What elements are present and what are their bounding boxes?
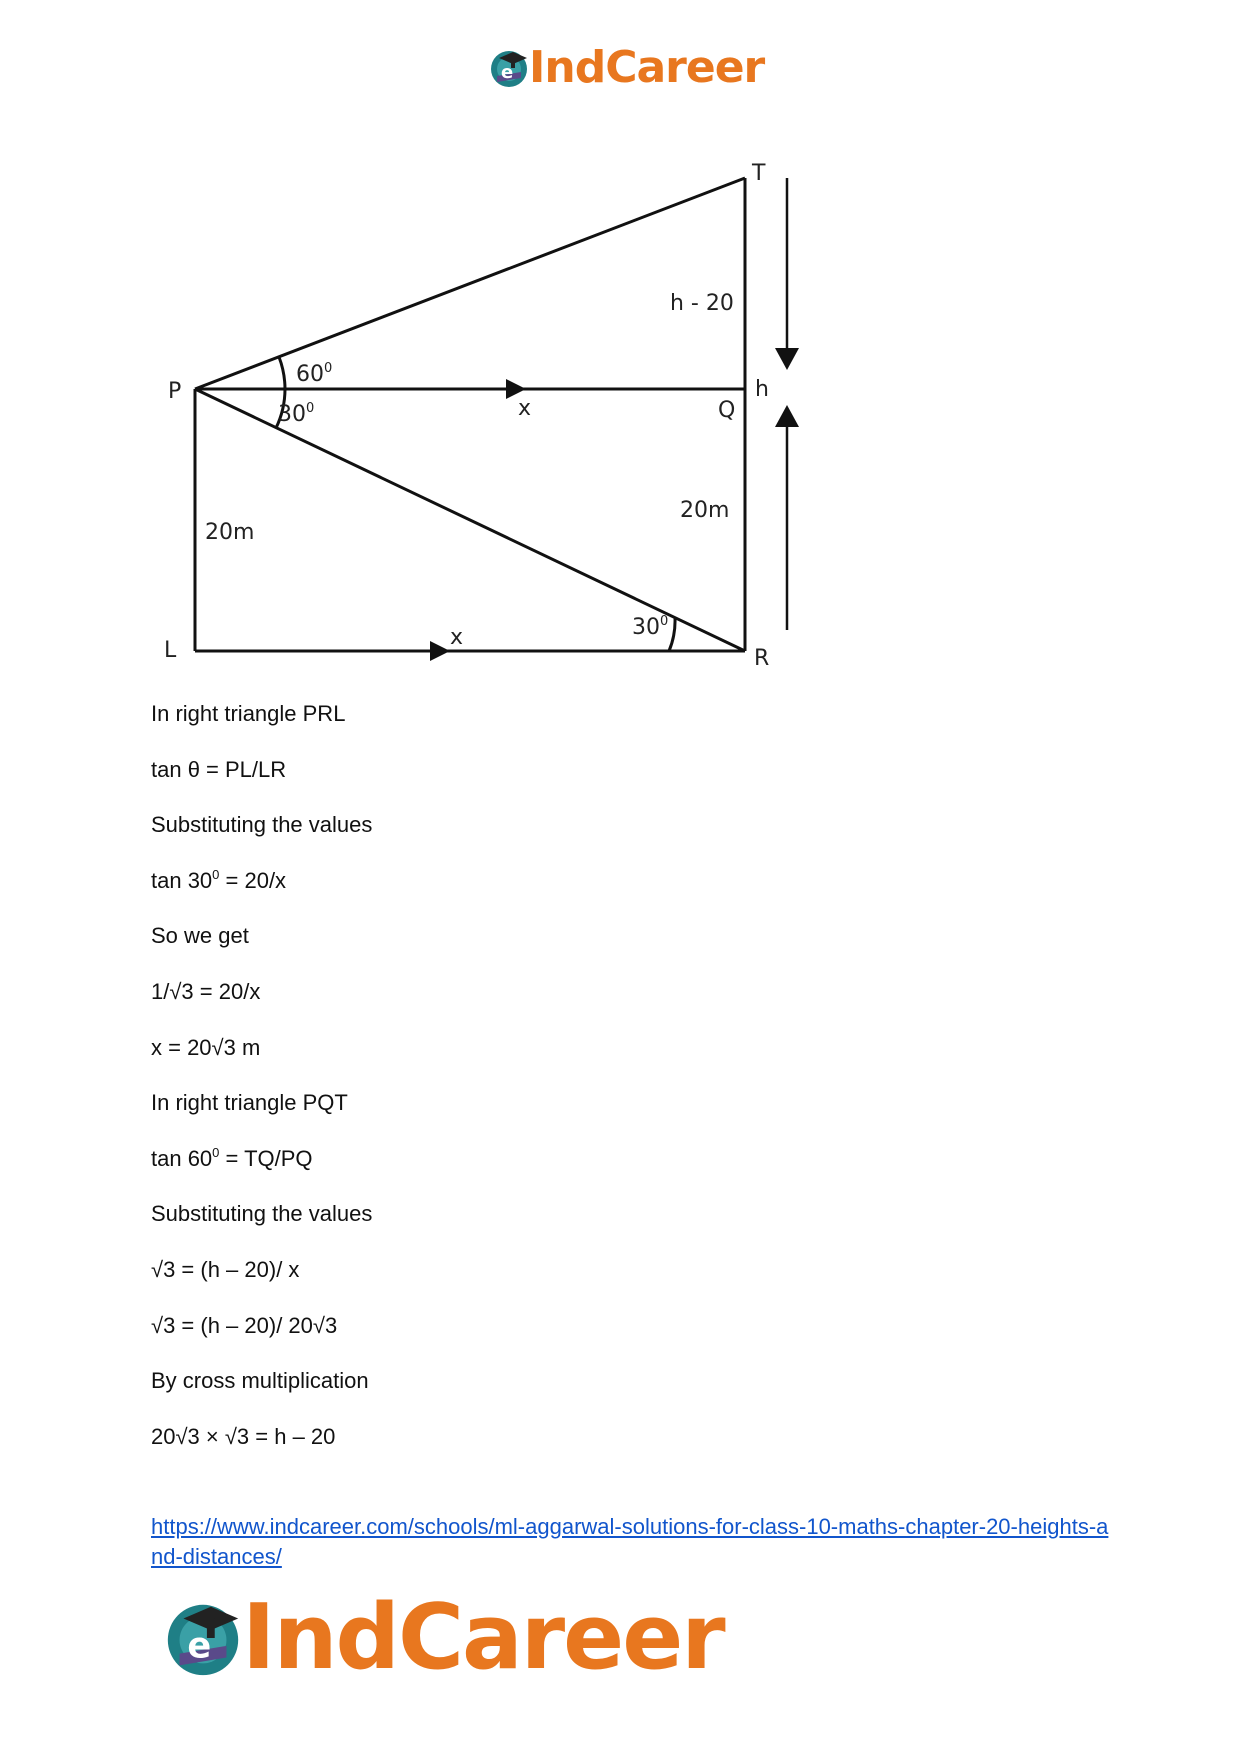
label-P: P <box>168 379 182 404</box>
heights-distances-diagram <box>150 150 810 680</box>
solution-line: √3 = (h – 20)/ 20√3 <box>151 1312 338 1338</box>
graduation-globe-icon <box>160 1595 246 1681</box>
line-P-T <box>195 178 745 389</box>
solution-line: In right triangle PRL <box>151 701 346 726</box>
solution-line: 1/√3 = 20/x <box>151 978 261 1004</box>
label-angle-30-R: $30^0$ <box>632 614 669 640</box>
header-logo <box>487 42 764 93</box>
solution-line: tan θ = PL/LR <box>151 756 287 782</box>
source-link[interactable]: https://www.indcareer.com/schools/ml-aggarwal-solutions-for-class-10-maths-chapter-20-heights-and-distances/ <box>151 1514 1109 1569</box>
label-x-top: x <box>518 396 532 421</box>
solution-line: Substituting the values <box>151 812 373 838</box>
solution-line: By cross multiplication <box>151 1368 369 1394</box>
arrow-up-head <box>775 405 799 427</box>
angle-arc-60 <box>279 357 285 389</box>
label-Q: Q <box>718 398 736 423</box>
label-T: T <box>752 161 766 186</box>
solution-line: $\tan 30^0 = 20/x$ <box>151 866 287 893</box>
solution-line: √3 = (h – 20)/ x <box>151 1256 300 1282</box>
arrow-down-head <box>775 348 799 370</box>
label-height-left: 20m <box>205 520 255 545</box>
header-logo-text: IndCareer <box>529 42 765 93</box>
solution-steps <box>151 700 1131 1478</box>
label-angle-30-P: $30^0$ <box>278 401 315 427</box>
solution-line: Substituting the values <box>151 1201 373 1227</box>
arrow-head-LR <box>430 641 450 661</box>
footer-logo <box>160 1585 724 1690</box>
label-height-right: 20m <box>680 498 730 523</box>
svg-text:e: e <box>187 1625 212 1667</box>
label-h-minus-20: h - 20 <box>670 291 734 316</box>
label-L: L <box>164 638 177 663</box>
label-h: h <box>755 377 769 402</box>
graduation-globe-icon <box>487 46 531 90</box>
label-angle-60: $60^0$ <box>296 361 333 387</box>
solution-line: $\tan 60^0 = TQ/PQ$ <box>151 1144 313 1171</box>
solution-line: x = 20√3 m <box>151 1034 261 1060</box>
solution-line: In right triangle PQT <box>151 1090 348 1116</box>
solution-line: So we get <box>151 923 249 949</box>
solution-line: 20√3 × √3 = h – 20 <box>151 1423 336 1449</box>
label-x-bottom: x <box>450 625 464 650</box>
angle-arc-30-R <box>669 618 675 651</box>
svg-text:e: e <box>501 61 514 83</box>
label-R: R <box>754 646 770 671</box>
footer-logo-text: IndCareer <box>242 1585 724 1690</box>
